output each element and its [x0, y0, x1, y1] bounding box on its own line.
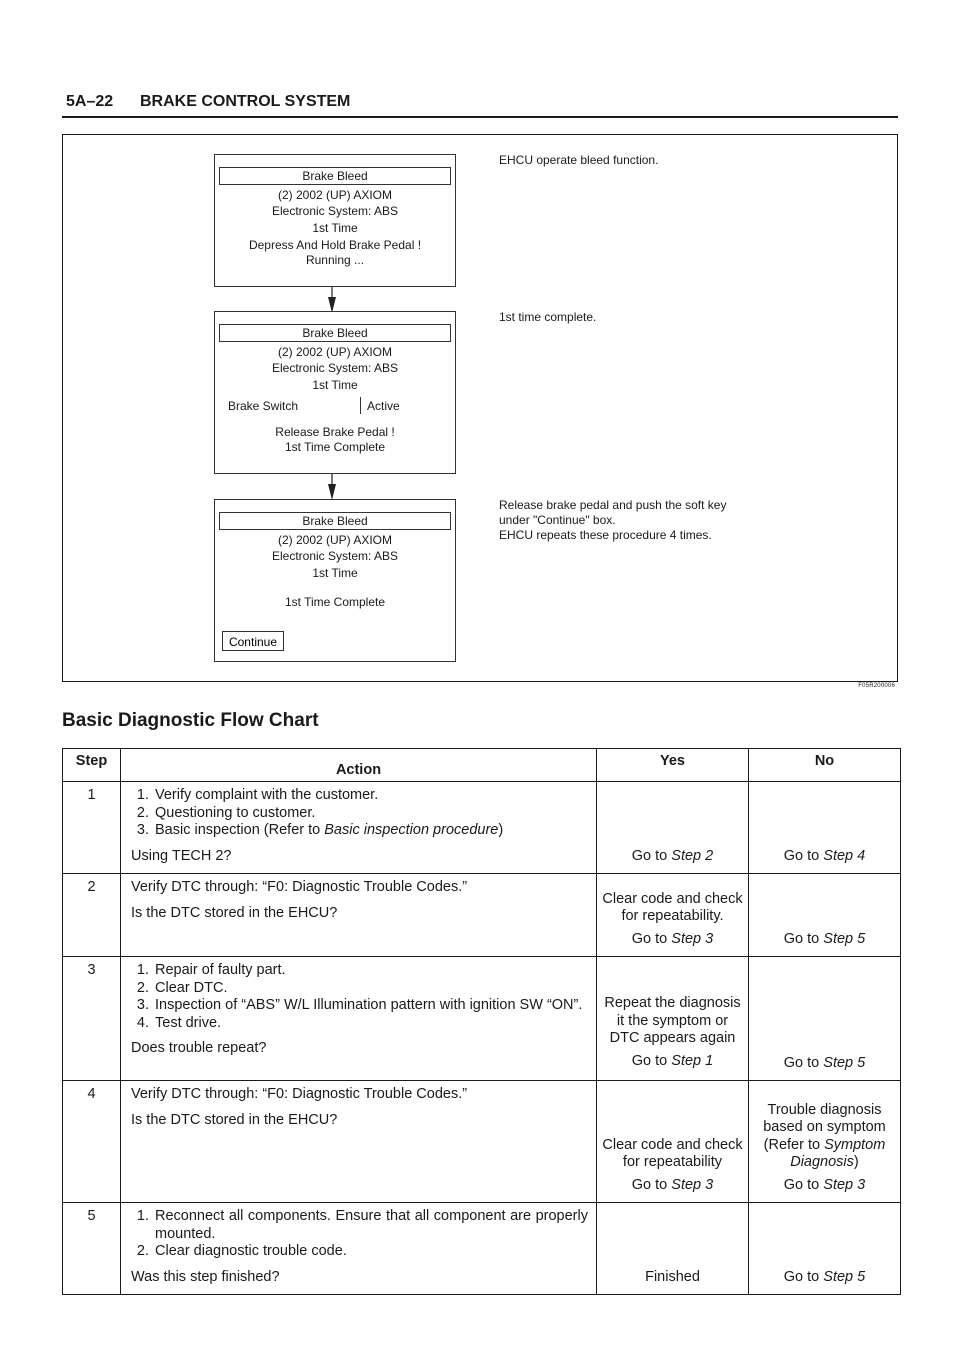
action-cell [121, 782, 597, 874]
yes-cell: Repeat the diagnosis it the symptom or DTC appears again Go to Step 1 [597, 957, 749, 1081]
screen-2-note: 1st time complete. [499, 310, 597, 324]
action-cell [121, 1203, 597, 1295]
yes-cell: Clear code and check for repeatability Go to Step 3 [597, 1081, 749, 1203]
action-question: Is the DTC stored in the EHCU? [131, 1111, 338, 1128]
action-item: 1. Reconnect all components. Ensure that all component are properly mounted. [153, 1208, 588, 1243]
reference-link: Basic inspection procedure [324, 822, 499, 838]
action-cell [121, 1081, 597, 1203]
screen-system: Electronic System: ABS [271, 361, 399, 375]
step-number: 1 [63, 782, 121, 874]
action-item: 4. Test drive. [153, 1015, 588, 1033]
screen-system: Electronic System: ABS [271, 204, 399, 218]
column-header-action: Action [121, 749, 597, 782]
screen-title: Brake Bleed [219, 324, 451, 342]
table-row [63, 1081, 901, 1203]
screen-title: Brake Bleed [219, 167, 451, 185]
no-cell: Trouble diagnosis based on symptom (Refer to Symptom Diagnosis) Go to Step 3 [749, 1081, 901, 1203]
action-item: 2. Clear diagnostic trouble code. [153, 1243, 588, 1261]
screen-instruction: Release Brake Pedal ! [275, 425, 395, 439]
table-row [63, 957, 901, 1081]
page-header [62, 92, 898, 118]
tech2-screen-3 [214, 499, 456, 662]
action-question: Does trouble repeat? [131, 1040, 267, 1056]
tech2-screen-2 [214, 311, 456, 474]
step-reference: Step 5 [823, 1268, 866, 1285]
action-cell [121, 874, 597, 957]
step-number: 4 [63, 1081, 121, 1203]
screen-status: 1st Time Complete [284, 440, 386, 454]
table-row [63, 782, 901, 874]
no-cell: Go to Step 5 [749, 874, 901, 957]
param-name: Brake Switch [228, 399, 299, 413]
screen-3-note [499, 498, 726, 543]
note-line: Release brake pedal and push the soft key [499, 498, 727, 512]
action-item: 2. Questioning to customer. [153, 805, 588, 823]
continue-button[interactable]: Continue [222, 631, 284, 651]
note-line: EHCU repeats these procedure 4 times. [499, 528, 712, 542]
step-reference: Step 5 [823, 930, 866, 947]
diagnostic-flow-table [62, 748, 901, 1295]
yes-cell: Finished [597, 1203, 749, 1295]
table-row [63, 874, 901, 957]
screen-vehicle: (2) 2002 (UP) AXIOM [277, 345, 393, 359]
step-number: 2 [63, 874, 121, 957]
action-question: Using TECH 2? [131, 847, 232, 864]
param-separator [360, 397, 361, 414]
step-reference: Step 4 [823, 847, 866, 864]
figure-id: F05R200006 [858, 683, 895, 689]
chapter-title: BRAKE CONTROL SYSTEM [140, 93, 351, 110]
page-number: 5A–22 [66, 93, 114, 110]
screen-1-note: EHCU operate bleed function. [499, 153, 659, 167]
screen-pass: 1st Time [312, 378, 358, 392]
action-item: 1. Verify complaint with the customer. [153, 787, 588, 805]
action-question: Was this step finished? [131, 1268, 280, 1285]
table-header-row [63, 749, 901, 782]
column-header-yes: Yes [597, 749, 749, 782]
step-reference: Step 2 [671, 847, 714, 864]
section-title: Basic Diagnostic Flow Chart [62, 710, 319, 731]
step-reference: Step 3 [671, 930, 714, 947]
action-item: 3. Basic inspection (Refer to Basic inspection procedure) [153, 822, 588, 840]
yes-text: Clear code and check for repeatability. [602, 890, 743, 924]
action-lead: Verify DTC through: “F0: Diagnostic Trouble Codes.” [131, 879, 468, 895]
screen-status: Running ... [305, 253, 365, 267]
action-cell [121, 957, 597, 1081]
step-number: 3 [63, 957, 121, 1081]
step-reference: Step 1 [671, 1052, 714, 1069]
table-row [63, 1203, 901, 1295]
no-cell: Go to Step 5 [749, 957, 901, 1081]
param-value: Active [367, 399, 400, 413]
column-header-no: No [749, 749, 901, 782]
yes-cell: Go to Step 2 [597, 782, 749, 874]
screen-system: Electronic System: ABS [271, 549, 399, 563]
yes-cell: Clear code and check for repeatability. Go to Step 3 [597, 874, 749, 957]
screen-vehicle: (2) 2002 (UP) AXIOM [277, 533, 393, 547]
yes-text: Clear code and check for repeatability [602, 1136, 743, 1170]
action-item: 1. Repair of faulty part. [153, 962, 588, 980]
step-reference: Step 5 [823, 1054, 866, 1071]
step-reference: Step 3 [671, 1176, 714, 1193]
screen-instruction: Depress And Hold Brake Pedal ! [248, 238, 422, 252]
action-item: 2. Clear DTC. [153, 980, 588, 998]
screen-status: 1st Time Complete [284, 595, 386, 609]
screen-pass: 1st Time [312, 221, 358, 235]
tech2-screen-figure [62, 134, 898, 689]
screen-title: Brake Bleed [219, 512, 451, 530]
action-item: 3. Inspection of “ABS” W/L Illumination pattern with ignition SW “ON”. [153, 997, 588, 1015]
column-header-step: Step [63, 749, 121, 782]
note-line: under "Continue" box. [499, 513, 616, 527]
action-lead: Verify DTC through: “F0: Diagnostic Trouble Codes.” [131, 1086, 468, 1102]
reference-link: Symptom Diagnosis [790, 1136, 886, 1170]
no-cell: Go to Step 4 [749, 782, 901, 874]
tech2-screen-1 [214, 154, 456, 287]
no-text: Trouble diagnosis based on symptom (Refer to Symptom Diagnosis) [763, 1101, 886, 1170]
no-cell: Go to Step 5 [749, 1203, 901, 1295]
step-reference: Step 3 [823, 1176, 866, 1193]
screen-vehicle: (2) 2002 (UP) AXIOM [277, 188, 393, 202]
action-question: Is the DTC stored in the EHCU? [131, 904, 338, 921]
arrow-down-icon [325, 474, 339, 500]
arrow-down-icon [325, 287, 339, 313]
yes-text: Repeat the diagnosis it the symptom or DTC appears again [604, 995, 741, 1046]
step-number: 5 [63, 1203, 121, 1295]
screen-pass: 1st Time [312, 566, 358, 580]
